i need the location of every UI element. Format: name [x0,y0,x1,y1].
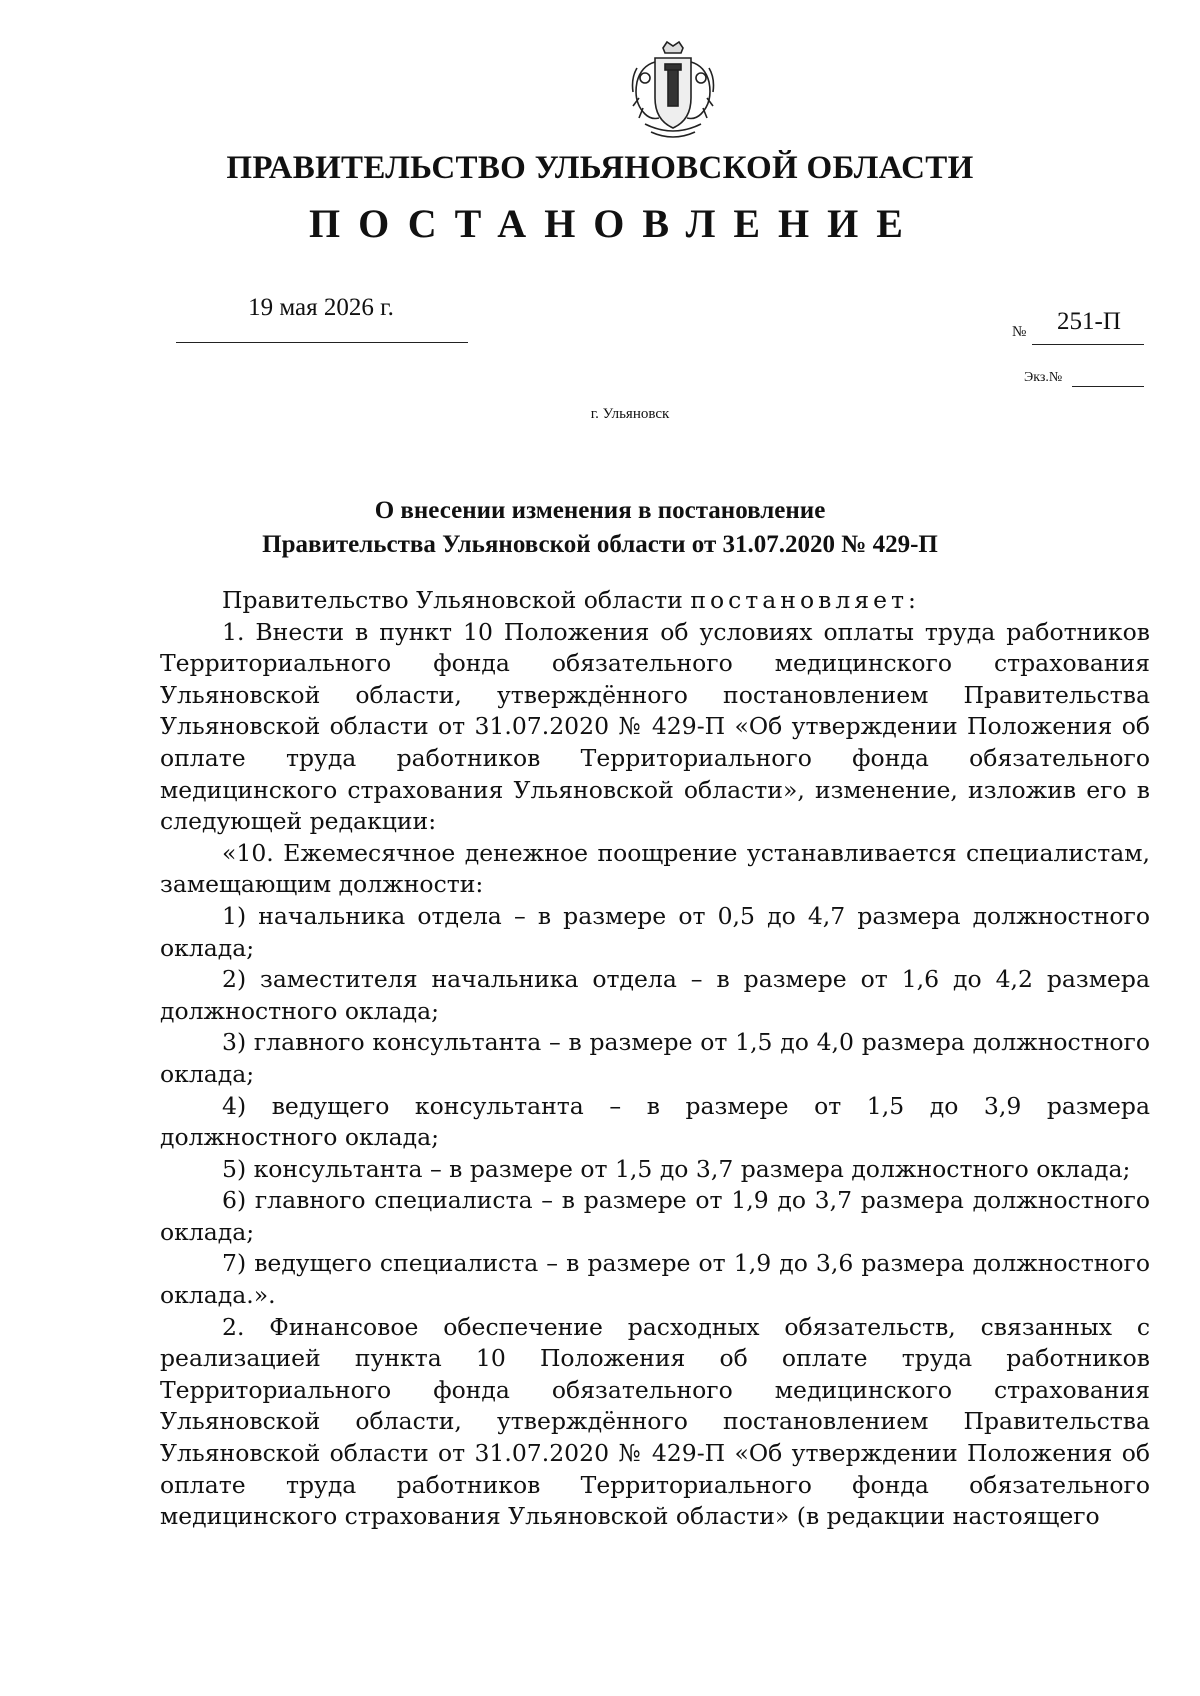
list-item-5: 5) консультанта – в размере от 1,5 до 3,7 размера должностного оклада; [222,1154,1131,1183]
paragraph-10: «10. Ежемесячное денежное поощрение устанавливается специалистам, замещающим должности: [160,838,1150,899]
number-underline [1032,344,1144,345]
list-item-1: 1) начальника отдела – в размере от 0,5 до 4,7 размера должностного оклада; [160,901,1150,962]
document-date: 19 мая 2026 г. [248,294,394,321]
date-underline [176,342,468,343]
city-line: г. Ульяновск [590,406,670,422]
list-item-3: 3) главного консультанта – в размере от 1,5 до 4,0 размера должностного оклада; [160,1028,1150,1088]
document-type-title: ПОСТАНОВЛЕНИЕ [309,201,921,246]
list-item-2: 2) заместителя начальника отдела – в размере от 1,6 до 4,2 размера должностного оклада; [160,965,1150,1025]
list-item-7: 7) ведущего специалиста – в размере от 1,9 до 3,6 размера должностного оклада.». [160,1249,1150,1310]
document-body [160,585,1150,1533]
paragraph-1: 1. Внести в пункт 10 Положения об условиях оплаты труда работников Территориального фонда обязательного медицинского страхования Ульяновской области, утверждённого постановлением Правительства Ульяновской области от 31.07.2020 № 429-П «Об утверждении Положения об оплате труда работников Территориального фонда обязательного медицинского страхования Ульяновской области», изменение, изложив его в следующей редакции: [160,617,1150,836]
subject-line-2: Правительства Ульяновской области от 31.07.2020 № 429-П [262,531,938,558]
document-number: 251-П [1057,308,1121,335]
copy-number-label: Экз.№ [1024,370,1063,385]
list-item-6: 6) главного специалиста – в размере от 1,9 до 3,7 размера должностного оклада; [160,1186,1150,1246]
organization-title: ПРАВИТЕЛЬСТВО УЛЬЯНОВСКОЙ ОБЛАСТИ [226,150,974,186]
list-item-4: 4) ведущего консультанта – в размере от 1,5 до 3,9 размера должностного оклада; [160,1091,1150,1152]
intro-prefix: Правительство Ульяновской области [222,586,691,614]
coat-of-arms-emblem [625,38,721,146]
copy-number-underline [1072,386,1144,387]
document-subject [0,494,1200,562]
number-label: № [1012,324,1027,340]
subject-line-1: О внесении изменения в постановление [374,497,826,524]
intro-spaced-verb: постановляет: [690,586,920,614]
intro-paragraph [160,585,1150,617]
paragraph-2: 2. Финансовое обеспечение расходных обязательств, связанных с реализацией пункта 10 Положения об оплате труда работников Территориального фонда обязательного медицинского страхования Ульяновской области, утверждённого постановлением Правительства Ульяновской области от 31.07.2020 № 429-П «Об утверждении Положения об оплате труда работников Территориального фонда обязательного медицинского страхования Ульяновской области» (в редакции настоящего [160,1312,1150,1531]
